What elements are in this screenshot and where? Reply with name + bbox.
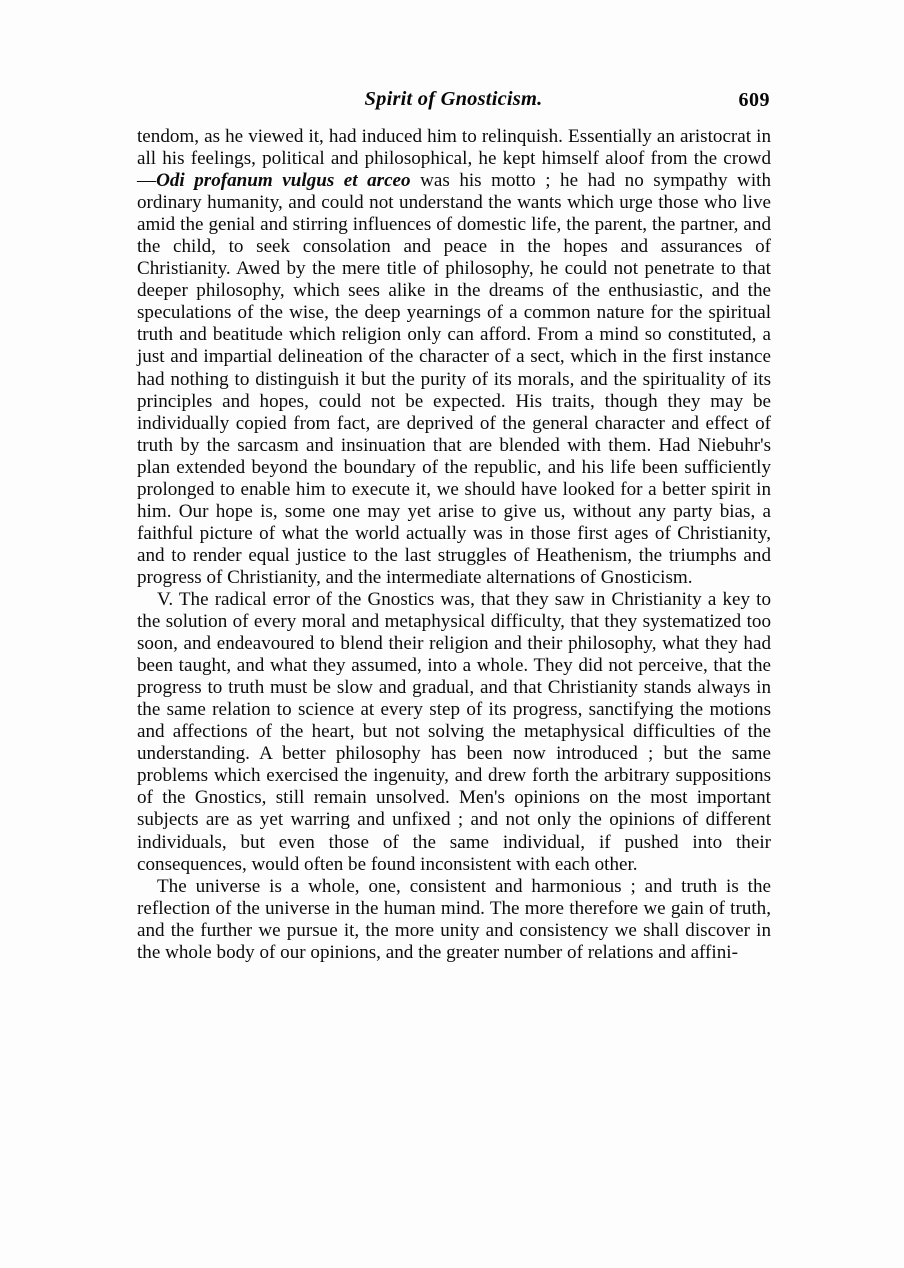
paragraph-1-text-after-latin: was his motto ; he had no sympathy with ordinary humanity, and could not understand the wants which urge those who live amid the genial and stirring influences of domestic life, the parent, the partner, and the child, to seek consolation and peace in the hopes and assurances of Christianity. Awed by the mere title of philosophy, he could not penetrate to that deeper philosophy, which sees alike in the dreams of the enthusiastic, and the speculations of the wise, the deep yearnings of a common nature for the spiritual truth and beatitude which religion only can afford. From a mind so constituted, a just and impartial delineation of the character of a sect, which in the first instance had nothing to distinguish it but the purity of its morals, and the spirituality of its principles and hopes, could not be expected. His traits, though they may be individually copied from fact, are deprived of the general character and effect of truth by the sarcasm and insinuation that are blended with them. Had Niebuhr's plan extended beyond the boundary of the republic, and his life been sufficiently prolonged to enable him to execute it, we should have looked for a better spirit in him. Our hope is, some one may yet arise to give us, without any party bias, a faithful picture of what the world actually was in those first ages of Christianity, and to render equal justice to the last struggles of Heathenism, the triumphs and progress of Christianity, and the intermediate alternations of Gnosticism. xyxy=(137,170,771,588)
paragraph-1-text-before-latin: tendom, as he viewed it, had induced him to relinquish. Essentially an aristocrat in all his feelings, political and philosophical, he kept himself aloof from the crowd— xyxy=(137,126,771,192)
paragraph-3: The universe is a whole, one, consistent and harmonious ; and truth is the reflection of the universe in the human mind. The more therefore we gain of truth, and the further we pursue it, the more unity and consistency we shall discover in the whole body of our opinions, and the greater number of relations and affini- xyxy=(137,875,771,963)
paragraph-2: V. The radical error of the Gnostics was, that they saw in Christianity a key to the solution of every moral and metaphysical difficulty, that they systematized too soon, and endeavoured to blend their religion and their philosophy, what they had been taught, and what they assumed, into a whole. They did not perceive, that the progress to truth must be slow and gradual, and that Christianity stands always in the same relation to science at every step of its progress, sanctifying the motions and affections of the heart, but not solving the metaphysical difficulties of the understanding. A better philosophy has been now introduced ; but the same problems which exercised the ingenuity, and drew forth the arbitrary suppositions of the Gnostics, still remain unsolved. Men's opinions on the most important subjects are as yet warring and unfixed ; and not only the opinions of different individuals, but even those of the same individual, if pushed into their consequences, would often be found inconsistent with each other. xyxy=(137,588,771,875)
latin-quotation: Odi profanum vulgus et arceo xyxy=(156,170,411,192)
running-head xyxy=(137,88,770,118)
running-head-title: Spirit of Gnosticism. xyxy=(364,88,543,110)
page-number: 609 xyxy=(738,89,770,111)
body-text-block xyxy=(137,126,771,964)
paragraph-1 xyxy=(137,126,771,589)
